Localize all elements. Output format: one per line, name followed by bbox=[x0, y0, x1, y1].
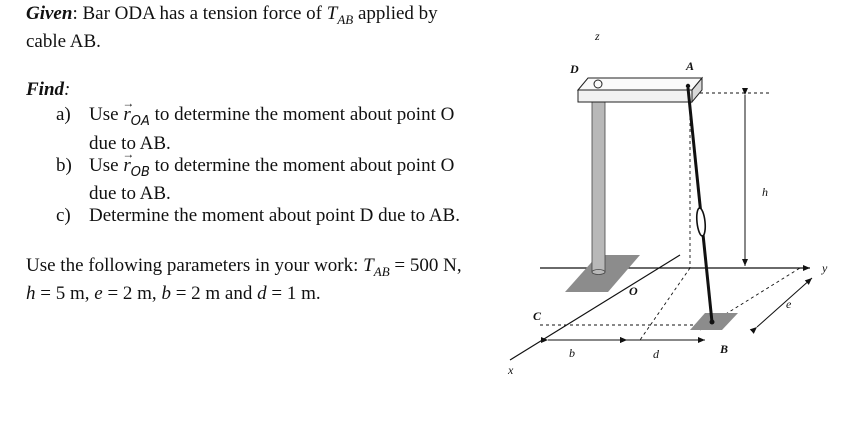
bar-front-face bbox=[578, 90, 692, 102]
find-item-c-text: Determine the moment about point D due to AB. bbox=[89, 205, 460, 227]
given-force-symbol bbox=[326, 3, 354, 27]
vector-r-ob bbox=[123, 154, 150, 180]
params-h-symbol: h bbox=[26, 283, 36, 305]
params-force-subscript: AB bbox=[373, 264, 390, 280]
find-list bbox=[26, 104, 466, 228]
params-text-6: = 1 m. bbox=[266, 283, 321, 305]
label-dimension-b: b bbox=[569, 346, 575, 360]
post-base bbox=[592, 270, 605, 275]
dashed-o-line bbox=[640, 268, 690, 340]
label-point-d: D bbox=[570, 62, 579, 76]
find-heading-word: Find bbox=[26, 78, 65, 100]
label-y-axis: y bbox=[822, 261, 828, 275]
find-item-a-marker: a) bbox=[56, 103, 71, 125]
vertical-post bbox=[592, 100, 605, 272]
given-force-letter: T bbox=[326, 3, 338, 24]
vector-r-ob-letter: → r bbox=[123, 155, 130, 176]
label-dimension-d: d bbox=[653, 347, 659, 361]
label-dimension-e: e bbox=[786, 297, 792, 311]
given-text-1: : Bar ODA has a tension force of bbox=[72, 3, 327, 24]
label-height-h: h bbox=[762, 185, 768, 199]
vector-r-oa bbox=[123, 103, 150, 129]
params-text-1: Use the following parameters in your work: bbox=[26, 255, 364, 277]
structure-diagram bbox=[500, 20, 840, 390]
params-force-symbol bbox=[363, 255, 390, 280]
find-item-b bbox=[26, 155, 466, 206]
find-item-c-marker: c) bbox=[56, 205, 71, 227]
label-point-a: A bbox=[686, 59, 695, 73]
find-item-a-text-after: to determine the moment about point O due to AB. bbox=[89, 103, 455, 154]
find-item-b-marker: b) bbox=[56, 154, 72, 176]
find-item-b-text-before: Use bbox=[89, 154, 124, 176]
params-d-symbol: d bbox=[257, 283, 267, 305]
label-x-axis: x bbox=[508, 363, 514, 377]
find-item-a bbox=[26, 104, 466, 155]
label-point-b: B bbox=[720, 342, 729, 356]
turnbuckle bbox=[696, 208, 707, 237]
find-heading bbox=[26, 79, 466, 101]
label-point-c: C bbox=[533, 309, 542, 323]
label-point-o: O bbox=[629, 284, 638, 298]
given-force-subscript: AB bbox=[337, 11, 354, 27]
vector-r-oa-letter: → r bbox=[123, 104, 130, 125]
params-text-5: = 2 m and bbox=[170, 283, 258, 305]
find-item-a-text-before: Use bbox=[89, 103, 124, 125]
problem-statement bbox=[26, 3, 466, 324]
dimension-e-line bbox=[757, 278, 812, 327]
given-paragraph bbox=[26, 3, 466, 53]
find-item-b-text-after: to determine the moment about point O due to AB. bbox=[89, 154, 455, 205]
structure-figure bbox=[500, 20, 840, 390]
parameters-paragraph bbox=[26, 255, 466, 305]
given-text-2: applied by cable AB. bbox=[26, 3, 438, 52]
params-force-letter: T bbox=[363, 255, 374, 277]
params-text-2: = 500 N, bbox=[389, 255, 462, 277]
vector-r-ob-subscript: OB bbox=[130, 164, 150, 180]
params-b-symbol: b bbox=[161, 283, 171, 305]
params-text-4: = 2 m, bbox=[102, 283, 162, 305]
label-z-axis: z bbox=[595, 29, 600, 43]
find-item-c bbox=[26, 205, 466, 227]
given-heading: Given bbox=[26, 3, 73, 24]
find-heading-colon: : bbox=[64, 78, 71, 100]
vector-r-oa-subscript: OA bbox=[130, 113, 150, 129]
params-text-3: = 5 m, bbox=[35, 283, 95, 305]
point-a-marker bbox=[686, 84, 690, 88]
cable-ab bbox=[688, 88, 712, 322]
params-e-symbol: e bbox=[94, 283, 103, 305]
point-b-marker bbox=[710, 320, 715, 325]
